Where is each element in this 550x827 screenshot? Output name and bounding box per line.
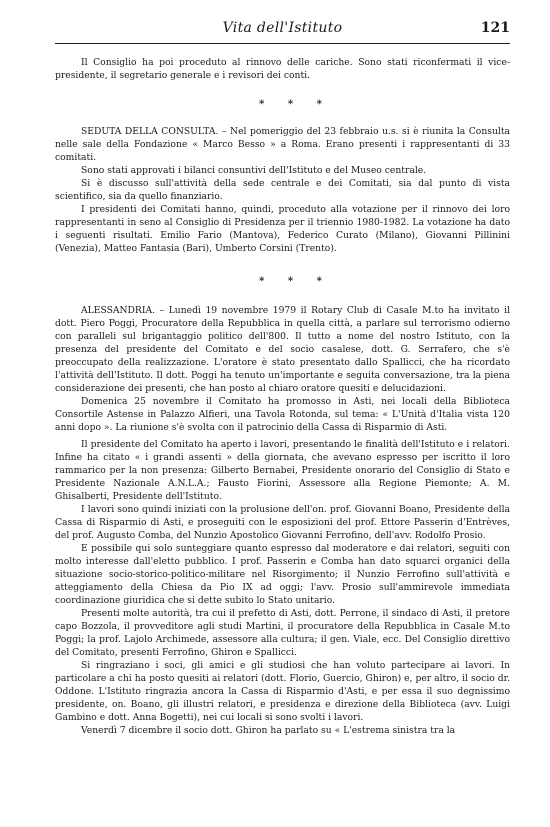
paragraph: Il Consiglio ha poi proceduto al rinnovo delle cariche. Sono stati riconfermati il vice-presidente, il segretario generale e i revisori dei conti.	[55, 57, 510, 81]
paragraph: Presenti molte autorità, tra cui il prefetto di Asti, dott. Perrone, il sindaco di Asti, il pretore capo Bozzola, il provveditore agli studi Martini, il procuratore della Repubblica in Casale M.to Poggi; la prof. Lajolo Archimede, assessore alla cultura; il gen. Viale, ecc. Del Consiglio direttivo del Comitato, presenti Ferrofino, Ghiron e Spallicci.	[55, 608, 510, 658]
body-text	[55, 56, 510, 737]
paragraph: ALESSANDRIA. – Lunedì 19 novembre 1979 il Rotary Club di Casale M.to ha invitato il dott. Piero Poggi, Procuratore della Repubblica in quella città, a parlare sul terrorismo odierno con paralleli sul brigantaggio politico dell'800. Il tutto a nome del nostro Istituto, con la presenza del presidente del Comitato e del socio casalese, dott. G. Serrafero, che s'è preoccupato della realizzazione. L'oratore è stato presentato dallo Spallicci, che ha ricordato l'attività dell'Istituto. Il dott. Poggi ha tenuto un'importante e seguita conversazione, tra la piena considerazione dei presenti, che han posto al chiaro oratore quesiti e delucidazioni.	[55, 305, 510, 394]
paragraph: Venerdì 7 dicembre il socio dott. Ghiron ha parlato su « L'estrema sinistra tra la	[81, 725, 456, 736]
page-number: 121	[480, 20, 510, 36]
running-title: Vita dell'Istituto	[222, 20, 343, 36]
paragraph: I lavori sono quindi iniziati con la prolusione dell'on. prof. Giovanni Boano, Presidente della Cassa di Risparmio di Asti, e proseguiti con le esposizioni del prof. Ettore Passerin d'Entrèves, del prof. Augusto Comba, del Nunzio Apostolico Giovanni Ferrofino, dell'avv. Rodolfo Prosio.	[55, 504, 510, 541]
page-header	[55, 20, 510, 42]
paragraph: Domenica 25 novembre il Comitato ha promosso in Asti, nei locali della Biblioteca Consortile Astense in Palazzo Alfieri, una Tavola Rotonda, sul tema: « L'Unità d'Italia vista 120 anni dopo ». La riunione s'è svolta con il patrocinio della Cassa di Risparmio di Asti.	[55, 396, 510, 433]
paragraph: I presidenti dei Comitati hanno, quindi, proceduto alla votazione per il rinnovo dei loro rappresentanti in seno al Consiglio di Presidenza per il triennio 1980-1982. La votazione ha dato i seguenti risultati. Emilio Fario (Mantova), Federico Curato (Milano), Giovanni Pillinini (Venezia), Matteo Fantasia (Bari), Umberto Corsini (Trento).	[55, 204, 510, 254]
section-separator: * * *	[259, 276, 332, 287]
paragraph: Si ringraziano i soci, gli amici e gli studiosi che han voluto partecipare ai lavori. In particolare a chi ha posto quesiti ai relatori (dott. Florio, Guercio, Ghiron) e, per altro, il socio dr. Oddone. L'Istituto ringrazia ancora la Cassa di Risparmio d'Asti, e per essa il suo degnissimo presidente, on. Boano, gli illustri relatori, e presidenza e direzione della Biblioteca (avv. Luigi Gambino e dott. Anna Bogetti), nei cui locali si sono svolti i lavori.	[55, 660, 510, 723]
paragraph: Il presidente del Comitato ha aperto i lavori, presentando le finalità dell'Istituto e i relatori. Infine ha citato « i grandi assenti » della giornata, che avevano espresso per iscritto il loro rammarico per la non presenza: Gilberto Bernabei, Presidente onorario del Consiglio di Stato e Presidente Nazionale A.N.L.A.; Fausto Fiorini, Assessore alla Regione Piemonte; A. M. Ghisalberti, Presidente dell'Istituto.	[55, 439, 510, 502]
paragraph: SEDUTA DELLA CONSULTA. – Nel pomeriggio del 23 febbraio u.s. si è riunita la Consulta nelle sale della Fondazione « Marco Besso » a Roma. Erano presenti i rappresentanti di 33 comitati.	[55, 126, 510, 163]
paragraph: Si è discusso sull'attività della sede centrale e dei Comitati, sia dal punto di vista scientifico, sia da quello finanziario.	[55, 178, 510, 202]
section-separator: * * *	[259, 99, 332, 110]
header-rule	[55, 43, 510, 44]
paragraph: Sono stati approvati i bilanci consuntivi dell'Istituto e del Museo centrale.	[81, 165, 427, 176]
paragraph: E possibile qui solo sunteggiare quanto espresso dal moderatore e dai relatori, seguiti con molto interesse dall'eletto pubblico. I prof. Passerin e Comba han dato squarci organici della situazione socio-storico-politico-militare nel Risorgimento; il Nunzio Ferrofino sull'attività e atteggiamento della Chiesa da Pio IX ad oggi; l'avv. Prosio sull'ammirevole immediata coordinazione giuridica che si dette subito lo Stato unitario.	[55, 543, 510, 606]
